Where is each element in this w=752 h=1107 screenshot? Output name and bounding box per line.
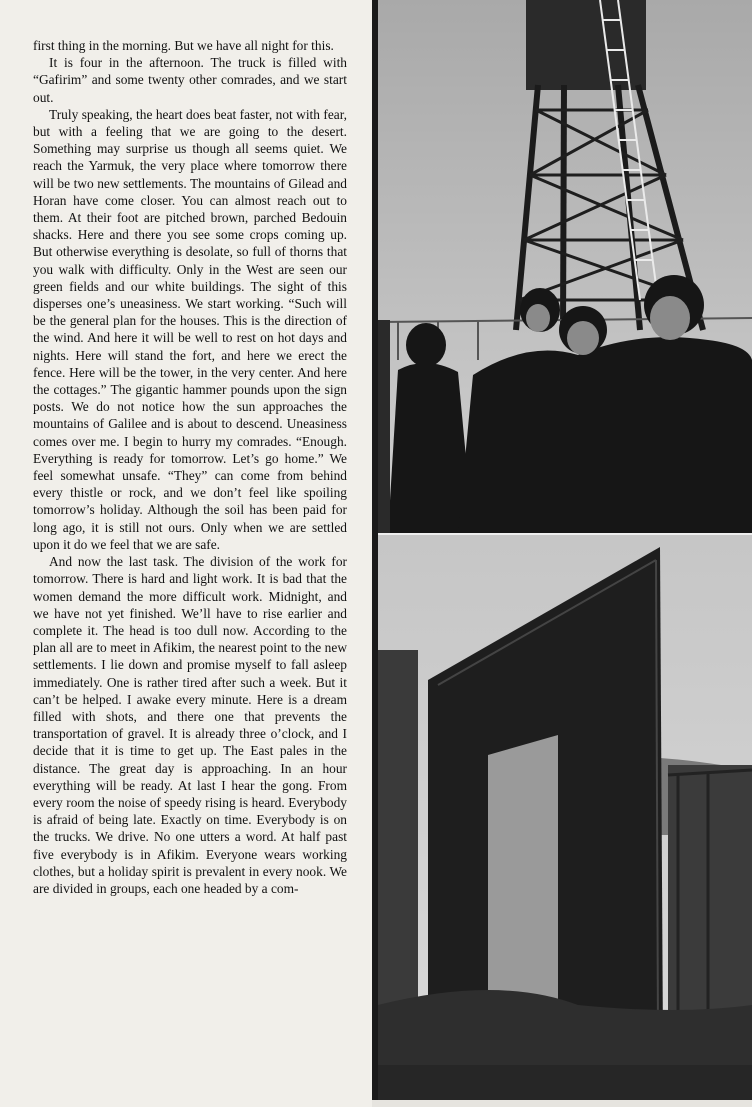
paragraph-3: Truly speaking, the heart does beat faster, not with fear, but with a feeling that we are going to the desert. Something may surprise us though all seems quiet. We reach the Yarmuk, the very place where tomorrow there will be two new settlements. The mountains of Gilead and Horan have come closer. You can almost reach out to them. At their foot are pitched brown, parched Bedouin shacks. Here and there you see some crops coming up. But otherwise everything is desolate, so full of thorns that you walk with difficulty. Only in the West are seen our green fields and our white buildings. The sight of this disperses one’s uneasiness. We start working. “Such will be the general plan for the houses. This is the direction of the wind. And here it will be well to rest on hot days and nights. Here will stand the fort, and here we erect the fence. Here will be the tower, in the very center. And here the cottages.” The gigantic hammer pounds upon the sign posts. We do not notice how the sun approaches the mountains of Galilee and is about to descend. Uneasiness comes over me. I begin to hurry my comrades. “Enough. Everything is ready for tomorrow. Let’s go home.” We feel somewhat unsafe. “They” can come from behind every thistle or rock, and we don’t feel like spoiling tomorrow’s holiday. Although the soil has been paid for long ago, it is still not ours. Only when we are settled upon it do we feel that we are safe. (33, 106, 347, 552)
page-bottom-margin (372, 1100, 752, 1107)
article-text-column (33, 37, 347, 897)
watchtower-photo (378, 0, 752, 533)
wall-frame-photo (378, 535, 752, 1100)
paragraph-2: It is four in the afternoon. The truck is filled with “Gafirim” and some twenty other comrades, and we start out. (33, 55, 347, 105)
paragraph-1: first thing in the morning. But we have all night for this. (33, 38, 334, 53)
paragraph-4: And now the last task. The division of the work for tomorrow. There is hard and light work. It is bad that the women demand the more difficult work. Midnight, and we have not yet finished. We’ll have to rise earlier and complete it. The head is too dull now. According to the plan all are to meet in Afikim, the nearest point to the new settlements. I lie down and promise myself to fall asleep immediately. One is rather tired after such a week. But it can’t be helped. I awake every minute. Here is a dream filled with shots, and there one that prevents the transportation of gravel. It is already three o’clock, and I decide that it is time to get up. The East pales in the distance. The great day is approaching. In an hour everything will be ready. At last I hear the gong. From every room the noise of speedy rising is heard. Everybody is afraid of being late. Exactly on time. Everybody is on the trucks. We drive. No one utters a word. At half past five everybody is in Afikim. Everyone wears working clothes, but a holiday spirit is prevalent in every nook. We are divided in groups, each one headed by a com- (33, 554, 347, 896)
